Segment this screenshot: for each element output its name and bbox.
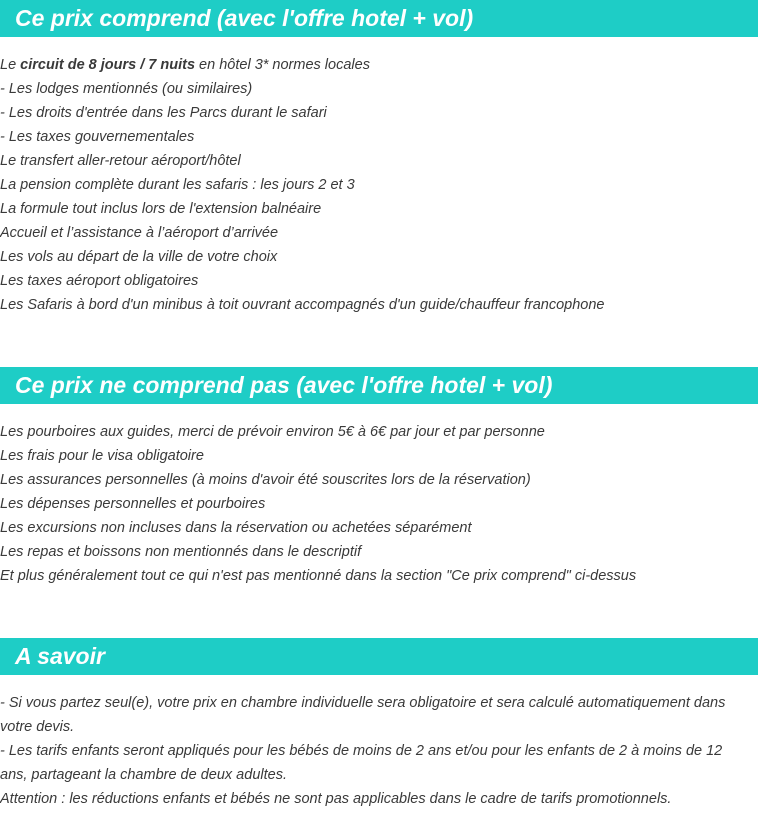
list-item: Les pourboires aux guides, merci de prévoir environ 5€ à 6€ par jour et par personne (0, 424, 545, 440)
section-title-includes: Ce prix comprend (avec l'offre hotel + vol) (0, 0, 758, 37)
list-item: La pension complète durant les safaris : les jours 2 et 3 (0, 177, 355, 193)
list-item: Les Safaris à bord d'un minibus à toit ouvrant accompagnés d'un guide/chauffeur francophone (0, 297, 605, 313)
section-title-good-to-know: A savoir (0, 638, 758, 675)
list-item: Les assurances personnelles (à moins d'avoir été souscrites lors de la réservation) (0, 472, 531, 488)
list-item: - Les taxes gouvernementales (0, 129, 195, 145)
section-title-excludes: Ce prix ne comprend pas (avec l'offre hotel + vol) (0, 367, 758, 404)
list-item: La formule tout inclus lors de l'extension balnéaire (0, 201, 322, 217)
list-item: Les repas et boissons non mentionnés dans le descriptif (0, 544, 362, 560)
section-good-to-know (0, 638, 758, 811)
includes-list (0, 53, 758, 317)
excludes-list (0, 420, 758, 588)
list-item: Et plus généralement tout ce qui n'est pas mentionné dans la section "Ce prix comprend" ci-dessus (0, 568, 637, 584)
list-item-bold: circuit de 8 jours / 7 nuits (20, 57, 196, 73)
list-item: - Si vous partez seul(e), votre prix en chambre individuelle sera obligatoire et sera calculé automatiquement dans votre devis. (0, 695, 726, 735)
list-item: Les taxes aéroport obligatoires (0, 273, 199, 289)
section-price-includes (0, 0, 758, 317)
list-item: Attention : les réductions enfants et bébés ne sont pas applicables dans le cadre de tarifs promotionnels. (0, 791, 672, 807)
list-item: Le transfert aller-retour aéroport/hôtel (0, 153, 241, 169)
list-item-prefix: Le (0, 57, 21, 73)
list-item: Accueil et l’assistance à l’aéroport d’arrivée (0, 225, 279, 241)
section-price-excludes (0, 367, 758, 588)
list-item (0, 53, 758, 77)
list-item: Les excursions non incluses dans la réservation ou achetées séparément (0, 520, 472, 536)
list-item: Les dépenses personnelles et pourboires (0, 496, 266, 512)
good-to-know-list (0, 691, 758, 811)
list-item: Les vols au départ de la ville de votre choix (0, 249, 278, 265)
list-item-suffix: en hôtel 3* normes locales (195, 57, 370, 73)
list-item: - Les droits d'entrée dans les Parcs durant le safari (0, 105, 327, 121)
list-item: - Les lodges mentionnés (ou similaires) (0, 81, 253, 97)
list-item: Les frais pour le visa obligatoire (0, 448, 204, 464)
list-item: - Les tarifs enfants seront appliqués pour les bébés de moins de 2 ans et/ou pour les enfants de 2 à moins de 12 ans, partageant la chambre de deux adultes. (0, 743, 723, 783)
